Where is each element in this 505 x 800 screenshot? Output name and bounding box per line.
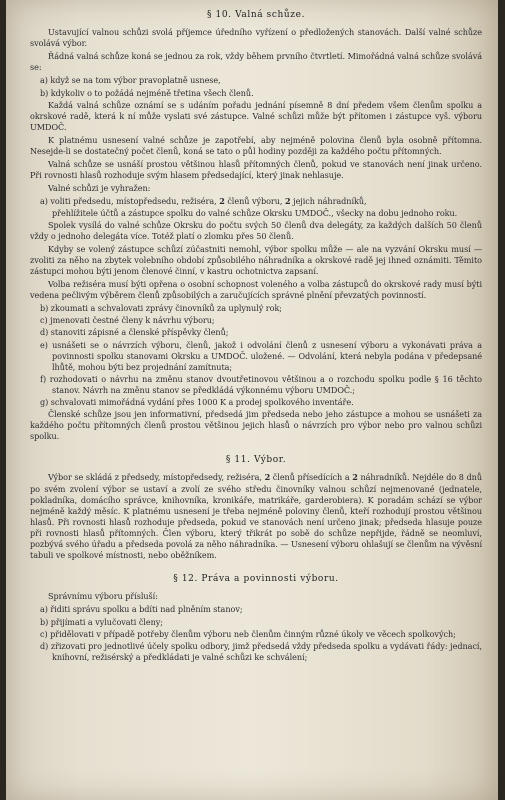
paragraph: Valné schůzi je vyhražen:	[48, 183, 151, 194]
list-item: d) zřizovati pro jednotlivé účely spolku odbory, jimž předsedá vždy předseda spolku a vydávati řády: jednací, knihovní, režisérský a předkládati je valné schůzi ke schválení;	[40, 640, 482, 662]
paragraph: Volba režiséra musí býti opřena o osobní schopnost voleného a volba zástupců do okrskové rady musí býti vedena pečlivým výběrem členů způsobilých a zaručujících správné plnění převzatých povinností.	[30, 279, 482, 301]
paragraph: Každá valná schůze oznámí se s udáním pořadu jednání písemně 8 dní předem všem členům spolku a okrskové radě, která k ní může vyslati své zástupce. Valné schůzi může být přítomen i zástupce vyš. výboru UMDOČ.	[30, 99, 482, 132]
paragraph: Valná schůze se usnáší prostou většinou hlasů přítomných členů, pokud ve stanovách není jinak určeno. Při rovnosti hlasů rozhoduje svým hlasem předsedající, který jinak nehlasuje.	[30, 159, 482, 181]
list-item: c) jmenovati čestné členy k návrhu výboru;	[40, 315, 215, 326]
list-item: b) přijímati a vylučovati členy;	[40, 616, 163, 627]
paragraph	[30, 472, 482, 561]
list-item: d) stanoviti zápisné a členské příspěvky členů;	[40, 327, 229, 338]
paragraph-text: Výbor se skládá z předsedy, místopředsedy, režiséra,	[48, 472, 262, 483]
list-item: a) řiditi správu spolku a bdíti nad plněním stanov;	[40, 604, 243, 615]
filled-number: 2	[219, 196, 225, 207]
list-item: e) usnášeti se o návrzích výboru, členů, jakož i odvolání členů z usnesení výboru a vykonávati práva a povinnosti spolku stanovami Okrsku a UMDOČ. uložené. — Odvolání, která nebyla podána v předepsané lhůtě, mohou býti bez projednání zamítnuta;	[40, 339, 482, 372]
list-item: f) rozhodovati o návrhu na změnu stanov dvoutřetinovou většinou a o rozchodu spolku podle § 16 těchto stanov. Návrh na změnu stanov se předkládá výkonnému výboru UMDOČ.;	[40, 373, 482, 395]
paragraph: Ustavující valnou schůzi svolá příjemce úředního vyřízení o předložených stanovách. Další valné schůze svolává výbor.	[30, 27, 482, 49]
list-item-text: členů výboru,	[227, 196, 283, 207]
paragraph-text: členů přísedících a	[272, 472, 350, 483]
list-item: g) schvalovati mimořádná vydání přes 1000 K a prodej spolkového inventáře.	[40, 397, 354, 407]
list-item: a) když se na tom výbor pravoplatně usnese,	[40, 75, 221, 86]
paragraph: Řádná valná schůze koná se jednou za rok, vždy během prvního čtvrtletí. Mimořádná valná schůze svolává se:	[30, 51, 482, 73]
document-text	[30, 8, 482, 664]
paragraph: K platnému usnesení valné schůze je zapotřebí, aby nejméně polovina členů byla osobně přítomna. Nesejde-li se dostatečný počet členů, koná se tato o půl hodiny později za každého počtu přítomných.	[30, 134, 482, 157]
list-item-text: přehlížitele účtů a zástupce spolku do valné schůze Okrsku UMDOČ., všecky na dobu jednoho roku.	[52, 207, 458, 218]
list-item-text: jejich náhradníků,	[293, 196, 367, 207]
paragraph: Spolek vysílá do valné schůze Okrsku do počtu svých 50 členů dva delegáty, za každých dalších 50 členů vždy o jednoho delegáta více. Totéž platí o zlomku přes 50 členů.	[30, 219, 482, 241]
paragraph: Kdyby se volený zástupce schůzí zúčastniti nemohl, výbor spolku může — ale na vyzvání Okrsku musí — zvoliti za něho na zbytek volebního období způsobilého náhradníka a okrskové radě jej ihned oznámiti. Těmito zástupci mohou býti jenom členové činní, v kastru ochotnictva zapsaní.	[30, 243, 482, 276]
document-page	[6, 0, 498, 800]
section-12-title: § 12. Práva a povinnosti výboru.	[173, 574, 339, 585]
filled-number: 2	[284, 196, 291, 207]
filled-number: 2	[264, 472, 271, 483]
list-item: c) přidělovati v případě potřeby členům výboru neb členům činným různé úkoly ve věcech spolkových;	[40, 628, 456, 639]
filled-number: 2	[352, 472, 358, 483]
list-item-text: a) voliti předsedu, místopředsedu, režiséra,	[40, 196, 217, 207]
section-10-title: § 10. Valná schůze.	[206, 10, 306, 20]
paragraph: Členské schůze jsou jen informativní, předsedá jim předseda nebo jeho zástupce a mohou se usnášeti za každého počtu přítomných členů prostou většinou jejich hlasů o návrzích pro výbor nebo pro valnou schůzi spolku.	[30, 409, 482, 442]
paragraph: Správnímu výboru přísluší:	[48, 591, 158, 602]
list-item: b) zkoumati a schvalovati zprávy činovníků za uplynulý rok;	[40, 303, 282, 314]
list-item: b) kdykoliv o to požádá nejméně třetina všech členů.	[40, 87, 254, 98]
section-11-title: § 11. Výbor.	[225, 455, 287, 466]
paragraph-text: náhradníků. Nejdéle do 8 dnů po svém zvolení výbor se ustaví a zvolí ze svého středu činovníky valnou schůzí nejmenované (jednatele, pokladníka, domácího správce, knihovníka, kronikáře, matrikáře, garderobiera). K poradám schází se výbor nejméně každý měsíc. K platnému usnesení je třeba nejméně poloviny členů, kteří rozhodují prostou většinou hlasů. Při rovnosti hlasů rozhoduje předseda, pokud ve stanovách není určeno jinak; předseda hlasuje pouze při rovnosti hlasů přítomných. Člen výboru, který třikrát po sobě do schůze nepřijde, řádně se neomluví, pozbývá svého úřadu a předseda povolá za něho náhradníka. — Usnesení výboru ohlašují se členům na vývěsní tabuli ve spolkové místnosti, nebo oběžníkem.	[30, 472, 482, 561]
list-item	[30, 196, 482, 218]
